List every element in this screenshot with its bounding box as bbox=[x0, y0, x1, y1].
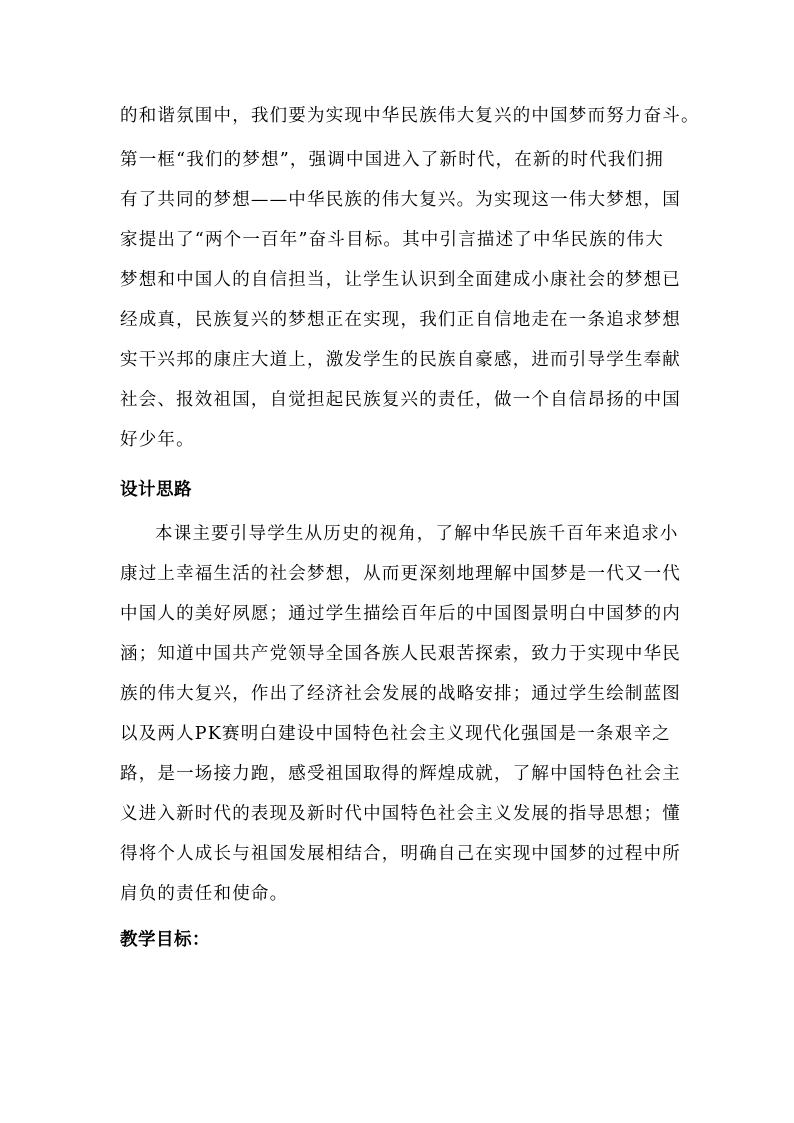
paragraph-line: 家提出了“两个一百年”奋斗目标。其中引言描述了中华民族的伟大 bbox=[120, 230, 664, 250]
paragraph-line: 得将个人成长与祖国发展相结合，明确自己在实现中国梦的过程中所 bbox=[120, 844, 681, 864]
paragraph-line: 经成真，民族复兴的梦想正在实现，我们正自信地走在一条追求梦想 bbox=[120, 310, 681, 330]
paragraph-line: 梦想和中国人的自信担当，让学生认识到全面建成小康社会的梦想已 bbox=[120, 270, 681, 290]
paragraph-line: 社会、报效祖国，自觉担起民族复兴的责任，做一个自信昂扬的中国 bbox=[120, 390, 681, 410]
paragraph-line: 路，是一场接力跑，感受祖国取得的辉煌成就，了解中国特色社会主 bbox=[120, 764, 681, 784]
paragraph-line: 肩负的责任和使命。 bbox=[120, 884, 289, 904]
paragraph-line: 义进入新时代的表现及新时代中国特色社会主义发展的指导思想；懂 bbox=[120, 804, 681, 824]
paragraph-line: 有了共同的梦想——中华民族的伟大复兴。为实现这一伟大梦想，国 bbox=[120, 190, 681, 210]
paragraph-line: 好少年。 bbox=[120, 430, 195, 450]
paragraph-line: 康过上幸福生活的社会梦想，从而更深刻地理解中国梦是一代又一代 bbox=[120, 564, 681, 584]
paragraph-line: 涵；知道中国共产党领导全国各族人民艰苦探索，致力于实现中华民 bbox=[120, 644, 681, 664]
paragraph-line: 中国人的美好夙愿；通过学生描绘百年后的中国图景明白中国梦的内 bbox=[120, 604, 681, 624]
paragraph-line: 以及两人PK赛明白建设中国特色社会主义现代化强国是一条艰辛之 bbox=[120, 724, 671, 744]
section-heading-design: 设计思路 bbox=[120, 480, 192, 500]
section-heading-goals: 教学目标： bbox=[120, 930, 210, 950]
paragraph-line: 实干兴邦的康庄大道上，激发学生的民族自豪感，进而引导学生奉献 bbox=[120, 350, 681, 370]
paragraph-line: 第一框“我们的梦想”，强调中国进入了新时代，在新的时代我们拥 bbox=[120, 150, 664, 170]
paragraph-line: 族的伟大复兴，作出了经济社会发展的战略安排；通过学生绘制蓝图 bbox=[120, 684, 681, 704]
paragraph-line: 本课主要引导学生从历史的视角，了解中华民族千百年来追求小 bbox=[155, 524, 679, 544]
paragraph-line: 的和谐氛围中，我们要为实现中华民族伟大复兴的中国梦而努力奋斗。 bbox=[120, 106, 700, 126]
